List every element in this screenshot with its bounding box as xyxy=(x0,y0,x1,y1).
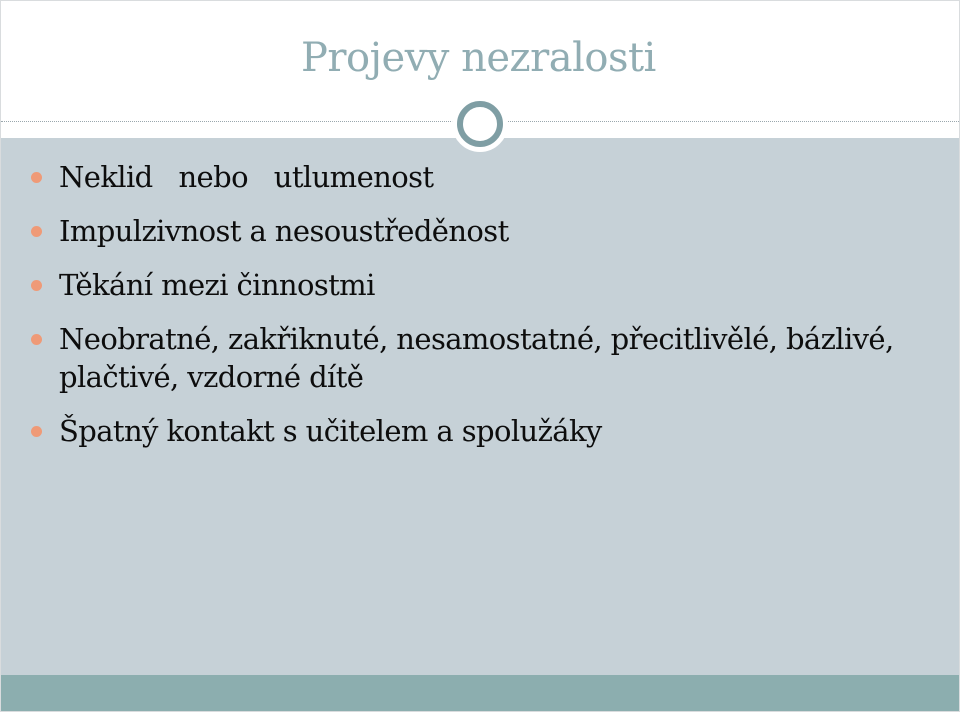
bullet-dot-icon xyxy=(31,334,42,345)
bullet-text: Špatný kontakt s učitelem a spolužáky xyxy=(59,414,602,448)
bullet-dot-icon xyxy=(31,226,42,237)
bullet-item xyxy=(29,320,929,396)
ring-icon xyxy=(452,96,508,152)
bullet-item xyxy=(29,266,929,304)
bullet-dot-icon xyxy=(31,172,42,183)
bullet-text: Neobratné, zakřiknuté, nesamostatné, přecitlivělé, bázlivé, plačtivé, vzdorné dítě xyxy=(59,322,894,394)
bullet-dot-icon xyxy=(31,280,42,291)
bullet-item xyxy=(29,158,929,196)
bullet-text: Těkání mezi činnostmi xyxy=(59,268,375,302)
bullet-text: Neklid nebo utlumenost xyxy=(59,160,434,194)
bottom-band xyxy=(1,675,960,712)
bullet-item xyxy=(29,212,929,250)
bullet-list xyxy=(29,158,929,466)
slide-title: Projevy nezralosti xyxy=(301,35,656,81)
bullet-item xyxy=(29,412,929,450)
bullet-dot-icon xyxy=(31,426,42,437)
bullet-text: Impulzivnost a nesoustředěnost xyxy=(59,214,509,248)
